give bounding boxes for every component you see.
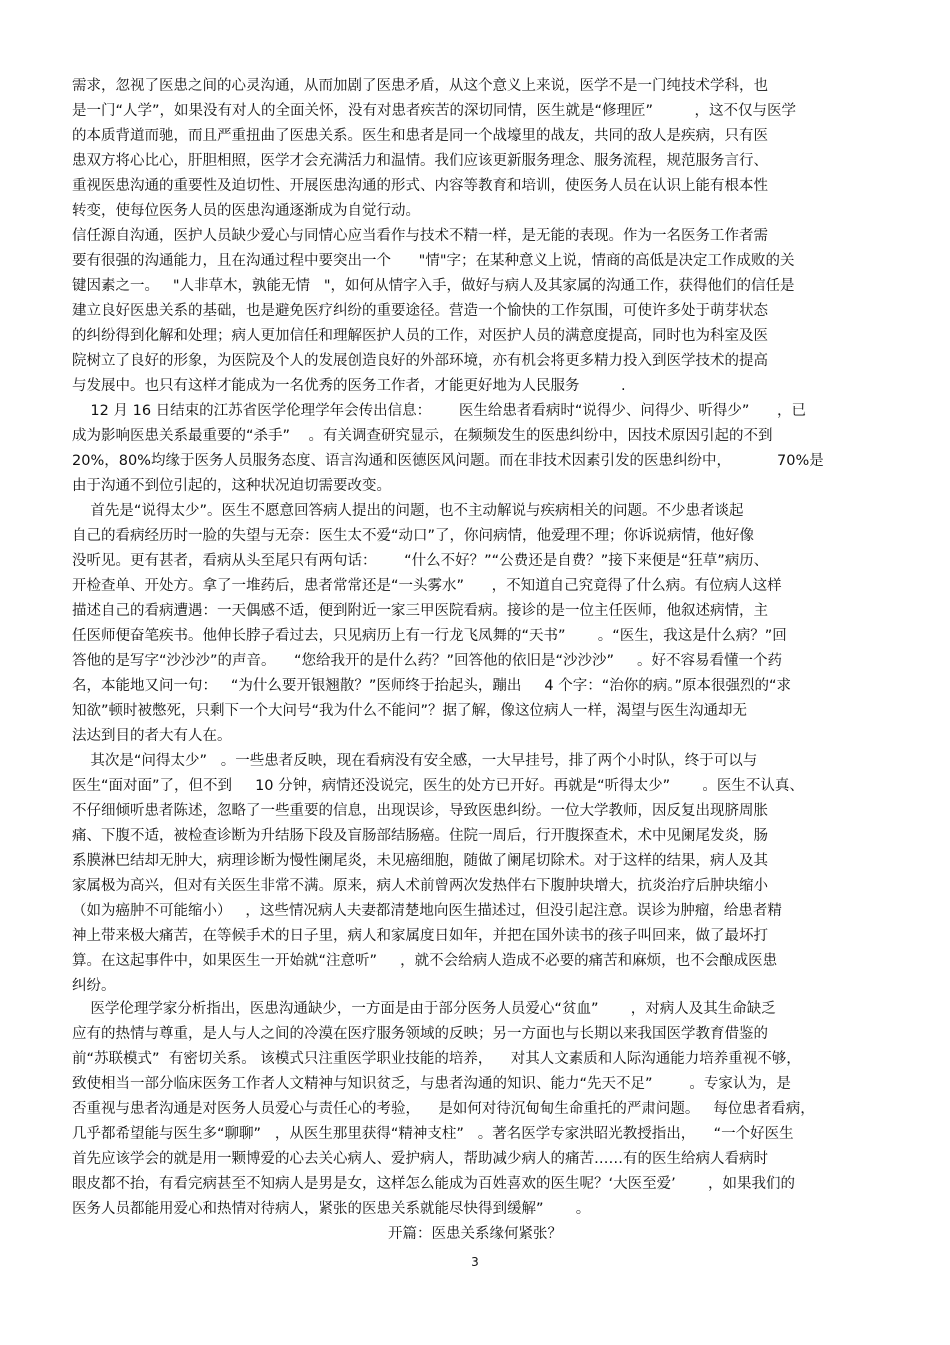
text-line: 转变，使每位医务人员的医患沟通逐渐成为自觉行动。 xyxy=(72,203,420,219)
text-line: 的纠纷得到化解和处理；病人更加信任和理解医护人员的工作，对医护人员的满意度提高，同时也为科室及医 xyxy=(72,328,768,344)
section-heading: 开篇：医患关系缘何紧张？ xyxy=(388,1226,562,1242)
paragraph-5 xyxy=(72,749,878,999)
text-line: 需求，忽视了医患之间的心灵沟通，从而加剧了医患矛盾，从这个意义上来说，医学不是一门纯技术学科，也 xyxy=(72,78,768,94)
text-line: 与发展中。也只有这样才能成为一名优秀的医务工作者，才能更好地为人民服务 . xyxy=(72,378,626,394)
text-line: 医务人员都能用爱心和热情对待病人，紧张的医患关系就能尽快得到缓解” 。 xyxy=(72,1201,591,1217)
text-line: 医生“面对面”了，但不到 10 分钟，病情还没说完，医生的处方已开好。再就是“听得太少” 。医生不认真、 xyxy=(72,778,804,794)
text-line: 自己的看病经历时一脸的失望与无奈：医生太不爱“动口”了，你问病情，他爱理不理；你诉说病情，他好像 xyxy=(72,528,755,544)
text-line: 成为影响医患关系最重要的“杀手” 。有关调查研究显示，在频频发生的医患纠纷中，因技术原因引起的不到 xyxy=(72,428,773,444)
text-line: 应有的热情与尊重，是人与人之间的冷漠在医疗服务领域的反映；另一方面也与长期以来我国医学教育借鉴的 xyxy=(72,1026,768,1042)
text-line: 重视医患沟通的重要性及迫切性、开展医患沟通的形式、内容等教育和培训，使医务人员在认识上能有根本性 xyxy=(72,178,768,194)
text-line: 首先应该学会的就是用一颗博爱的心去关心病人、爱护病人，帮助减少病人的痛苦……有的医生给病人看病时 xyxy=(72,1151,768,1167)
text-line: 的本质背道而驰，而且严重扭曲了医患关系。医生和患者是同一个战壕里的战友，共同的敌人是疾病，只有医 xyxy=(72,128,768,144)
text-line: 纠纷。 xyxy=(72,978,116,994)
text-line: 几乎都希望能与医生多“聊聊” ，从医生那里获得“精神支柱” 。著名医学专家洪昭光教授指出， “一个好医生 xyxy=(72,1126,794,1142)
paragraph-6 xyxy=(72,997,878,1222)
text-line: 答他的是写字“沙沙沙”的声音。 “您给我开的是什么药？”回答他的依旧是“沙沙沙” 。好不容易看懂一个药 xyxy=(72,653,783,669)
text-line: 信任源自沟通，医护人员缺少爱心与同情心应当看作与技术不精一样，是无能的表现。作为一名医务工作者需 xyxy=(72,228,768,244)
text-line: 20%，80%均缘于医务人员服务态度、语言沟通和医德医风问题。而在非技术因素引发的医患纠纷中， 70%是 xyxy=(72,453,824,469)
text-line: 痛、下腹不适，被检查诊断为升结肠下段及盲肠部结肠癌。住院一周后，行开腹探查术，术中见阑尾发炎，肠 xyxy=(72,828,768,844)
text-line: 神上带来极大痛苦，在等候手术的日子里，病人和家属度日如年，并把在国外读书的孩子叫回来，做了最坏打 xyxy=(72,928,768,944)
paragraph-1 xyxy=(72,74,878,224)
text-line: 否重视与患者沟通是对医务人员爱心与责任心的考验， 是如何对待沉甸甸生命重托的严肃问题。 每位患者看病， xyxy=(72,1101,815,1117)
text-line: 名，本能地又问一句： “为什么要开银翘散？”医师终于抬起头，蹦出 4 个字：“治你的病。”原本很强烈的“求 xyxy=(72,678,792,694)
text-line: 是一门“人学”，如果没有对人的全面关怀，没有对患者疾苦的深切同情，医生就是“修理匠” ，这不仅与医学 xyxy=(72,103,797,119)
page-number: 3 xyxy=(471,1255,479,1269)
text-line: 算。在这起事件中，如果医生一开始就“注意听” ，就不会给病人造成不必要的痛苦和麻烦，也不会酿成医患 xyxy=(72,953,778,969)
paragraph-3 xyxy=(72,399,878,499)
text-line: 家属极为高兴，但对有关医生非常不满。原来，病人术前曾两次发热伴右下腹肿块增大，抗炎治疗后肿块缩小 xyxy=(72,878,768,894)
paragraph-4 xyxy=(72,499,878,749)
text-line: 没听见。更有甚者，看病从头至尾只有两句话： “什么不好？”“公费还是自费？”接下来便是“狂草”病历、 xyxy=(72,553,769,569)
text-line: 由于沟通不到位引起的，这种状况迫切需要改变。 xyxy=(72,478,391,494)
text-line: 前“苏联模式” 有密切关系。 该模式只注重医学职业技能的培养， 对其人文素质和人际沟通能力培养重视不够， xyxy=(72,1051,801,1067)
paragraph-2 xyxy=(72,224,878,399)
text-line: 开检查单、开处方。拿了一堆药后，患者常常还是“一头雾水” ，不知道自己究竟得了什么病。有位病人这样 xyxy=(72,578,782,594)
text-line: 医学伦理学家分析指出，医患沟通缺少，一方面是由于部分医务人员爱心“贫血” ，对病人及其生命缺乏 xyxy=(72,1001,776,1017)
text-line: 院树立了良好的形象，为医院及个人的发展创造良好的外部环境，亦有机会将更多精力投入到医学技术的提高 xyxy=(72,353,768,369)
text-line: 知欲”顿时被憋死，只剩下一个大问号“我为什么不能问”？据了解，像这位病人一样，渴望与医生沟通却无 xyxy=(72,703,748,719)
text-line: （如为癌肿不可能缩小） ，这些情况病人夫妻都清楚地向医生描述过，但没引起注意。误诊为肿瘤，给患者精 xyxy=(72,903,782,919)
text-line: 键因素之一。 "人非草木，孰能无情 "，如何从情字入手，做好与病人及其家属的沟通工作，获得他们的信任是 xyxy=(72,278,795,294)
text-line: 致使相当一部分临床医务工作者人文精神与知识贫乏，与患者沟通的知识、能力“先天不足” 。专家认为，是 xyxy=(72,1076,791,1092)
text-line: 系膜淋巴结却无肿大，病理诊断为慢性阑尾炎，未见癌细胞，随做了阑尾切除术。对于这样的结果，病人及其 xyxy=(72,853,768,869)
text-line: 描述自己的看病遭遇：一天偶感不适，便到附近一家三甲医院看病。接诊的是一位主任医师，他叙述病情，主 xyxy=(72,603,768,619)
text-line: 法达到目的者大有人在。 xyxy=(72,728,232,744)
text-line: 任医师便奋笔疾书。他伸长脖子看过去，只见病历上有一行龙飞凤舞的“天书” 。“医生，我这是什么病？”回 xyxy=(72,628,787,644)
text-line: 眼皮都不抬，有看完病甚至不知病人是男是女，这样怎么能成为百姓喜欢的医生呢？‘大医至爱’ ，如果我们的 xyxy=(72,1176,795,1192)
text-line: 建立良好医患关系的基础，也是避免医疗纠纷的重要途径。营造一个愉快的工作氛围，可使许多处于萌芽状态 xyxy=(72,303,768,319)
text-line: 不仔细倾听患者陈述，忽略了一些重要的信息，出现误诊，导致医患纠纷。一位大学教师，因反复出现脐周胀 xyxy=(72,803,768,819)
text-line: 其次是“问得太少” 。一些患者反映，现在看病没有安全感，一大早挂号，排了两个小时队，终于可以与 xyxy=(72,753,758,769)
text-line: 患双方将心比心，肝胆相照，医学才会充满活力和温情。我们应该更新服务理念、服务流程，规范服务言行、 xyxy=(72,153,768,169)
text-line: 要有很强的沟通能力，且在沟通过程中要突出一个 "情"字；在某种意义上说，情商的高低是决定工作成败的关 xyxy=(72,253,795,269)
text-line: 首先是“说得太少”。医生不愿意回答病人提出的问题，也不主动解说与疾病相关的问题。不少患者谈起 xyxy=(72,503,744,519)
text-line: 12 月 16 日结束的江苏省医学伦理学年会传出信息： 医生给患者看病时“说得少、问得少、听得少” ，已 xyxy=(72,403,806,419)
